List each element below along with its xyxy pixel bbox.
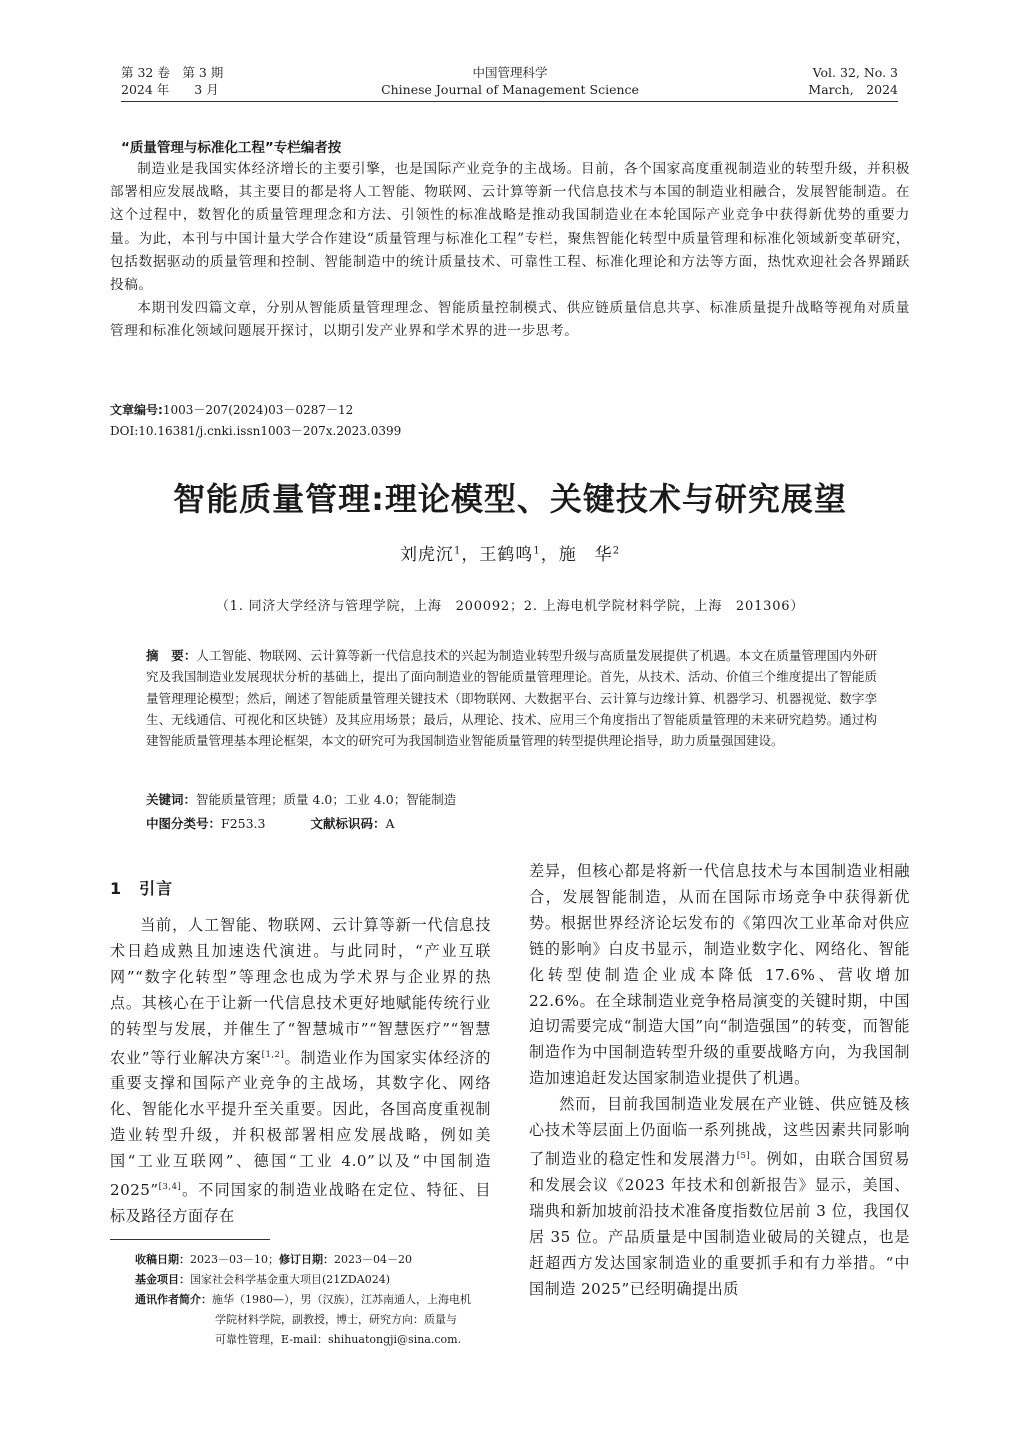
author-name: 施 华: [558, 545, 613, 565]
revised-date: 2023－04－20: [334, 1253, 412, 1266]
clc-label: 中图分类号：: [146, 816, 222, 831]
revised-label: 修订日期：: [279, 1253, 334, 1266]
running-header-left: [121, 64, 223, 98]
classification: [146, 814, 395, 832]
article-number-value: 1003－207(2024)03－0287－12: [162, 403, 354, 417]
author-name: 王鹤鸣: [479, 545, 534, 565]
author-name: 刘虎沉: [399, 545, 454, 565]
received-date: 2023－03－10；: [190, 1253, 279, 1266]
editor-note-title: “质量管理与标准化工程”专栏编者按: [121, 140, 342, 156]
doc-code-value: A: [385, 816, 395, 831]
body-paragraph: [529, 1092, 910, 1302]
keywords-label: 关键词：: [146, 792, 197, 807]
footnote-rule: [110, 1239, 270, 1240]
received-dates: [135, 1250, 495, 1270]
body-text: 。不同国家的制造业战略在定位、特征、目标及路径方面存在: [110, 1181, 491, 1226]
abstract-label: 摘 要：: [146, 648, 197, 663]
abstract: [146, 645, 877, 751]
author-bio-text: 学院材料学院，副教授，博士，研究方向：质量与: [215, 1313, 457, 1326]
doi: DOI:10.16381/j.cnki.issn1003－207x.2023.0399: [110, 424, 402, 438]
editor-note-paragraph: 本期刊发四篇文章，分别从智能质量管理理念、智能质量控制模式、供应链质量信息共享、标准质量提升战略等视角对质量管理和标准化领域问题展开探讨，以期引发产业界和学术界的进一步思考。: [110, 300, 910, 340]
header-rule: [121, 101, 898, 102]
author-bio-text: 施华（1980—），男（汉族），江苏南通人，上海电机: [212, 1293, 471, 1306]
body-column-right: [529, 859, 910, 1302]
body-text: 然而，目前我国制造业发展在产业链、供应链及核心技术等层面上仍面临一系列挑战，这些因素共同影响了制造业的稳定性和发展潜力: [529, 1095, 910, 1168]
keywords-text: 智能质量管理；质量 4.0；工业 4.0；智能制造: [196, 792, 457, 807]
clc-value: F253.3: [221, 816, 266, 831]
volume-issue: 第 32 卷 第 3 期: [121, 65, 224, 80]
citation[interactable]: [5]: [736, 1150, 751, 1161]
received-label: 收稿日期：: [135, 1253, 190, 1266]
affiliations: （1. 同济大学经济与管理学院，上海 200092；2. 上海电机学院材料学院，上海 201306）: [215, 599, 805, 614]
abstract-text: 人工智能、物联网、云计算等新一代信息技术的兴起为制造业转型升级与高质量发展提供了机遇。本文在质量管理国内外研究及我国制造业发展现状分析的基础上，提出了面向制造业的智能质量管理理论。首先，从技术、活动、价值三个维度提出了智能质量管理理论模型；然后，阐述了智能质量管理关键技术（即物联网、大数据平台、云计算与边缘计算、机器学习、机器视觉、数字孪生、无线通信、可视化和区块链）及其应用场景；最后，从理论、技术、应用三个角度指出了智能质量管理的未来研究趋势。通过构建智能质量管理基本理论框架，本文的研究可为我国制造业智能质量管理的转型提供理论指导，助力质量强国建设。: [146, 648, 877, 749]
editor-note-paragraph: 制造业是我国实体经济增长的主要引擎，也是国际产业竞争的主战场。目前，各个国家高度重视制造业的转型升级，并积极部署相应发展战略，其主要目的都是将人工智能、物联网、云计算等新一代信息技术与本国的制造业相融合，发展智能制造。在这个过程中，数智化的质量管理理念和方法、引领性的标准战略是推动我国制造业在本轮国际产业竞争中获得新优势的重要力量。为此，本刊与中国计量大学合作建设“质量管理与标准化工程”专栏，聚焦智能化转型中质量管理和标准化领域新变革研究，包括数据驱动的质量管理和控制、智能制造中的统计质量技术、可靠性工程、标准化理论和方法等方面，热忱欢迎社会各界踊跃投稿。: [110, 161, 910, 294]
author-list: 刘虎沉$^1$，王鹤鸣$^1$，施 华$^2$: [399, 545, 621, 565]
journal-name-en: Chinese Journal of Management Science: [381, 82, 639, 97]
body-text: 当前，人工智能、物联网、云计算等新一代信息技术日趋成熟且加速迭代演进。与此同时，“产业互联网”“数字化转型”等理念也成为学术界与企业界的热点。其核心在于让新一代信息技术更好地赋能传统行业的转型与发展，并催生了“智慧城市”“智慧医疗”“智慧农业”等行业解决方案: [110, 916, 491, 1067]
footnotes: [135, 1250, 495, 1350]
fund: [135, 1270, 495, 1290]
body-text: 。制造业作为国家实体经济的重要支撑和国际产业竞争的主战场，其数字化、网络化、智能化水平提升至关重要。因此，各国高度重视制造业转型升级，并积极部署相应发展战略，例如美国“工业互联网”、德国“工业 4.0”以及“中国制造 2025”: [110, 1048, 491, 1200]
body-text: 。例如，由联合国贸易和发展会议《2023 年技术和创新报告》显示，美国、瑞典和新加坡前沿技术准备度指数位居前 3 位，我国仅居 35 位。产品质量是中国制造业破局的关键点，也是赶超西方发达国家制造业的重要抓手和有力举措。“中国制造 2025”已经明确提出质: [529, 1150, 910, 1298]
fund-text: 国家社会科学基金重大项目(21ZDA024): [190, 1273, 390, 1286]
volume-issue-en: Vol. 32, No. 3: [812, 65, 898, 80]
article-number: 文章编号:1003－207(2024)03－0287－12: [110, 403, 354, 417]
article-number-label: 文章编号: [110, 403, 159, 417]
article-meta: [110, 400, 401, 442]
body-column-left: [110, 913, 491, 1230]
citation[interactable]: [3,4]: [158, 1182, 182, 1193]
article-title: 智能质量管理:理论模型、关键技术与研究展望: [173, 480, 847, 518]
keywords: [146, 790, 456, 808]
author-bio-text: 可靠性管理，E-mail：shihuatongji@sina.com.: [215, 1333, 462, 1346]
author-affil-mark: 1: [533, 545, 541, 557]
author-affil-mark: 2: [612, 545, 621, 557]
doc-code-label: 文献标识码：: [310, 816, 386, 831]
running-header-right: [720, 64, 898, 98]
body-paragraph: 差异，但核心都是将新一代信息技术与本国制造业相融合，发展智能制造，从而在国际市场竞争中获得新优势。根据世界经济论坛发布的《第四次工业革命对供应链的影响》白皮书显示，制造业数字化、网络化、智能化转型使制造企业成本降低 17.6%、营收增加 22.6%。在全球制造业竞争格局演变的关键时期，中国迫切需要完成“制造大国”向“制造强国”的转变，而智能制造作为中国制造转型升级的重要战略方向，为我国制造加速追赶发达国家制造业提供了机遇。: [529, 862, 910, 1088]
citation[interactable]: [1,2]: [261, 1049, 285, 1060]
section-heading: 1 引言: [110, 879, 174, 898]
fund-label: 基金项目：: [135, 1273, 190, 1286]
corresponding-author: [135, 1290, 495, 1310]
author-affil-mark: 1: [453, 545, 462, 557]
running-header-center: [300, 64, 720, 98]
author-bio-label: 通讯作者简介：: [135, 1293, 212, 1306]
body-paragraph: [110, 913, 491, 1230]
year-month: 2024 年 3 月: [121, 82, 219, 97]
date-en: March, 2024: [808, 82, 898, 97]
journal-name-cn: 中国管理科学: [472, 65, 548, 80]
editor-note: [110, 158, 910, 344]
